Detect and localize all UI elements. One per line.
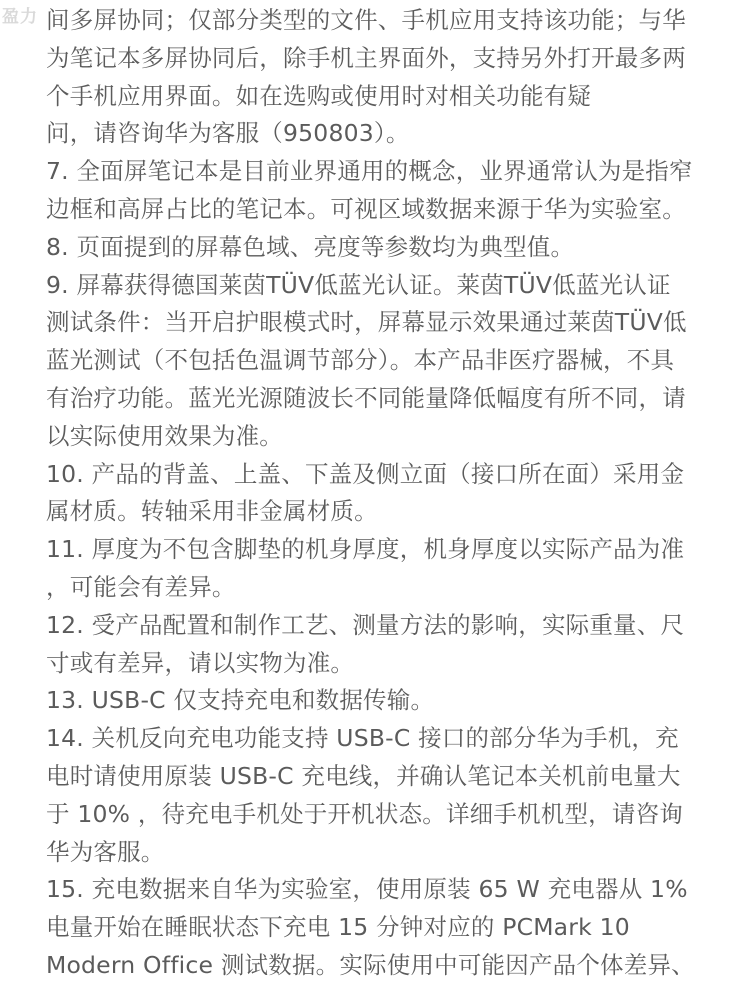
footnote-line: 11. 厚度为不包含脚垫的机身厚度，机身厚度以实际产品为准 — [46, 535, 685, 564]
footnote-line: 电时请使用原装 USB-C 充电线，并确认笔记本关机前电量大 — [46, 761, 681, 790]
footnote-line: 于 10% ，待充电手机处于开机状态。详细手机机型，请咨询 — [46, 799, 683, 828]
footnote-line: 个手机应用界面。如在选购或使用时对相关功能有疑 — [46, 81, 592, 110]
footnote-line: 问，请咨询华为客服（950803）。 — [46, 119, 410, 148]
footnote-line: 13. USB-C 仅支持充电和数据传输。 — [46, 686, 435, 715]
footnote-line: 电量开始在睡眠状态下充电 15 分钟对应的 PCMark 10 — [46, 913, 630, 942]
footnotes-text-block — [46, 2, 726, 985]
footnote-line: 9. 屏幕获得德国莱茵TÜV低蓝光认证。莱茵TÜV低蓝光认证 — [46, 270, 671, 299]
footnote-line: 测试条件：当开启护眼模式时，屏幕显示效果通过莱茵TÜV低 — [46, 308, 687, 337]
footnote-line: 以实际使用效果为准。 — [46, 421, 283, 450]
footnote-line: ，可能会有差异。 — [46, 572, 236, 601]
footnote-line: 蓝光测试（不包括色温调节部分）。本产品非医疗器械，不具 — [46, 346, 675, 375]
footnote-line: 10. 产品的背盖、上盖、下盖及侧立面（接口所在面）采用金 — [46, 459, 685, 488]
footnote-line: 寸或有差异，请以实物为准。 — [46, 648, 355, 677]
footnote-line: 7. 全面屏笔记本是目前业界通用的概念，业界通常认为是指窄 — [46, 157, 693, 186]
footnote-line: 有治疗功能。蓝光光源随波长不同能量降低幅度有所不同，请 — [46, 383, 686, 412]
watermark-logo: 盈力 — [2, 7, 38, 27]
footnote-line: 华为客服。 — [46, 837, 165, 866]
footnote-line: Modern Office 测试数据。实际使用中可能因产品个体差异、 — [46, 950, 695, 979]
footnote-line: 属材质。转轴采用非金属材质。 — [46, 497, 378, 526]
footnote-line: 14. 关机反向充电功能支持 USB-C 接口的部分华为手机，充 — [46, 724, 679, 753]
footnote-line: 8. 页面提到的屏幕色域、亮度等参数均为典型值。 — [46, 232, 575, 261]
footnote-line: 15. 充电数据来自华为实验室，使用原装 65 W 充电器从 1% — [46, 875, 688, 904]
footnote-line: 边框和高屏占比的笔记本。可视区域数据来源于华为实验室。 — [46, 194, 686, 223]
footnote-line: 12. 受产品配置和制作工艺、测量方法的影响，实际重量、尺 — [46, 610, 685, 639]
footnote-line: 间多屏协同；仅部分类型的文件、手机应用支持该功能；与华 — [46, 6, 686, 34]
footnote-line: 为笔记本多屏协同后，除手机主界面外，支持另外打开最多两 — [46, 43, 686, 72]
